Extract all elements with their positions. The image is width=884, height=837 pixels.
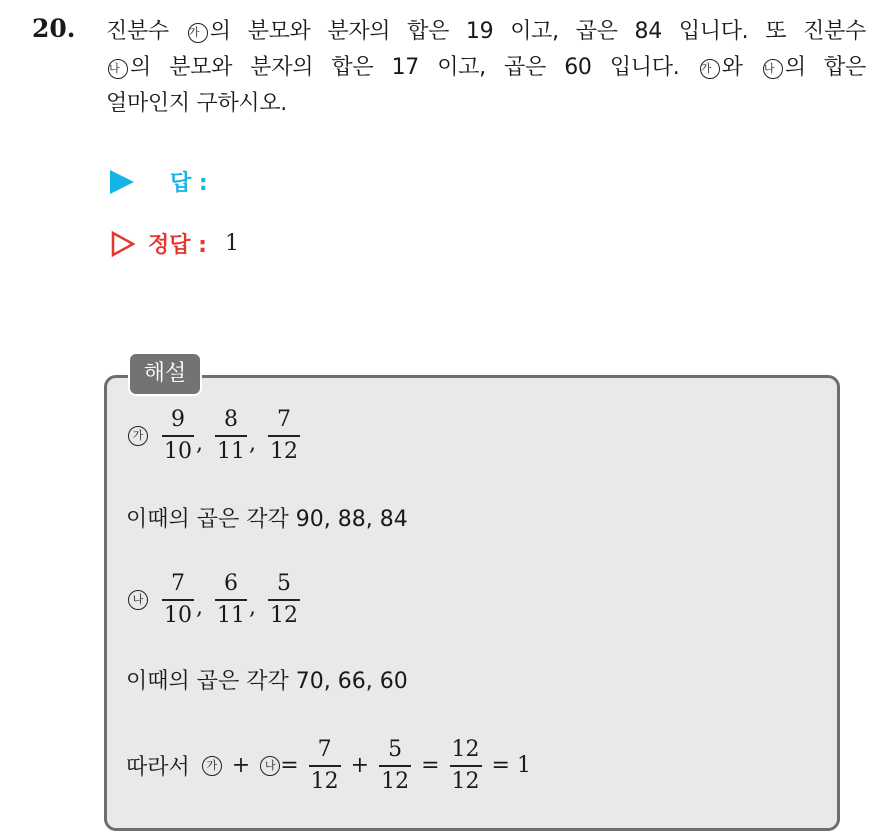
numerator: 6 [224,571,238,596]
solution-ga-fractions: 가 $\frac{9}{10}$ , $\frac{8}{11}$ , $\frac{7}{12}$ [126,408,302,464]
correct-answer-value: 1 [224,231,239,256]
question-text-part: 의 분모와 분자의 합은 19 이고, 곱은 84 입니다. 또 진분수 [209,19,866,44]
numerator: 7 [277,407,291,432]
numerator: 8 [224,407,238,432]
solution-tag: 해설 [128,352,202,396]
circle-ga-mark: 가 [128,426,148,446]
correct-answer-label: 정답 : [148,233,207,258]
plus-sign: + [231,753,251,779]
solution-ga-products: 이때의 곱은 각각 90, 88, 84 [126,507,408,532]
numerator: 5 [277,571,291,596]
question-number: 20. [32,14,76,43]
numerator: 9 [171,407,185,432]
fraction [162,408,194,464]
numerator: 5 [388,737,403,762]
fraction [215,408,247,464]
question-line-2 [106,50,866,86]
numerator: 7 [171,571,185,596]
solution-final-equation [126,738,539,794]
denominator: 11 [217,602,245,628]
question-text [106,14,866,122]
fraction [450,738,482,794]
fraction [215,572,247,628]
circle-ga-mark: 가 [700,59,720,79]
plus-sign: + [350,753,370,779]
fraction [268,572,300,628]
question-text-part: 의 분모와 분자의 합은 17 이고, 곱은 60 입니다. [130,55,680,80]
answer-label: 답 : [170,171,208,196]
fraction [379,738,411,794]
denominator: 11 [217,438,245,464]
question-line-1 [106,14,866,50]
answer-row [110,166,208,197]
solution-na-fractions: 나 $\frac{7}{10}$ , $\frac{6}{11}$ , $\frac{5}{12}$ [126,572,302,628]
play-triangle-icon [110,170,134,194]
denominator: 12 [381,768,410,794]
denominator: 12 [270,438,298,464]
equals-sign: = [280,753,299,779]
correct-answer-row [110,228,239,259]
circle-na-mark: 나 [763,59,783,79]
solution-na-products: 이때의 곱은 각각 70, 66, 60 [126,669,408,694]
outline-triangle-icon [110,231,136,257]
fraction [309,738,341,794]
question-line-3: 얼마인지 구하시오. [106,91,288,116]
final-result: = 1 [491,753,531,779]
circle-na-mark: 나 [260,756,280,776]
circle-na-mark: 나 [108,59,128,79]
denominator: 10 [164,438,192,464]
question-text-part: 와 [721,55,743,80]
denominator: 10 [164,602,192,628]
circle-ga-mark: 가 [202,756,222,776]
numerator: 12 [451,737,480,762]
denominator: 12 [451,768,480,794]
circle-ga-mark: 가 [188,23,208,43]
fraction [162,572,194,628]
final-prefix: 따라서 [126,755,190,781]
question-text-part: 의 합은 [784,55,866,80]
denominator: 12 [270,602,298,628]
circle-na-mark: 나 [128,590,148,610]
equals-sign: = [421,753,440,779]
denominator: 12 [310,768,339,794]
fraction [268,408,300,464]
numerator: 7 [317,737,332,762]
question-text-part: 진분수 [106,19,186,44]
